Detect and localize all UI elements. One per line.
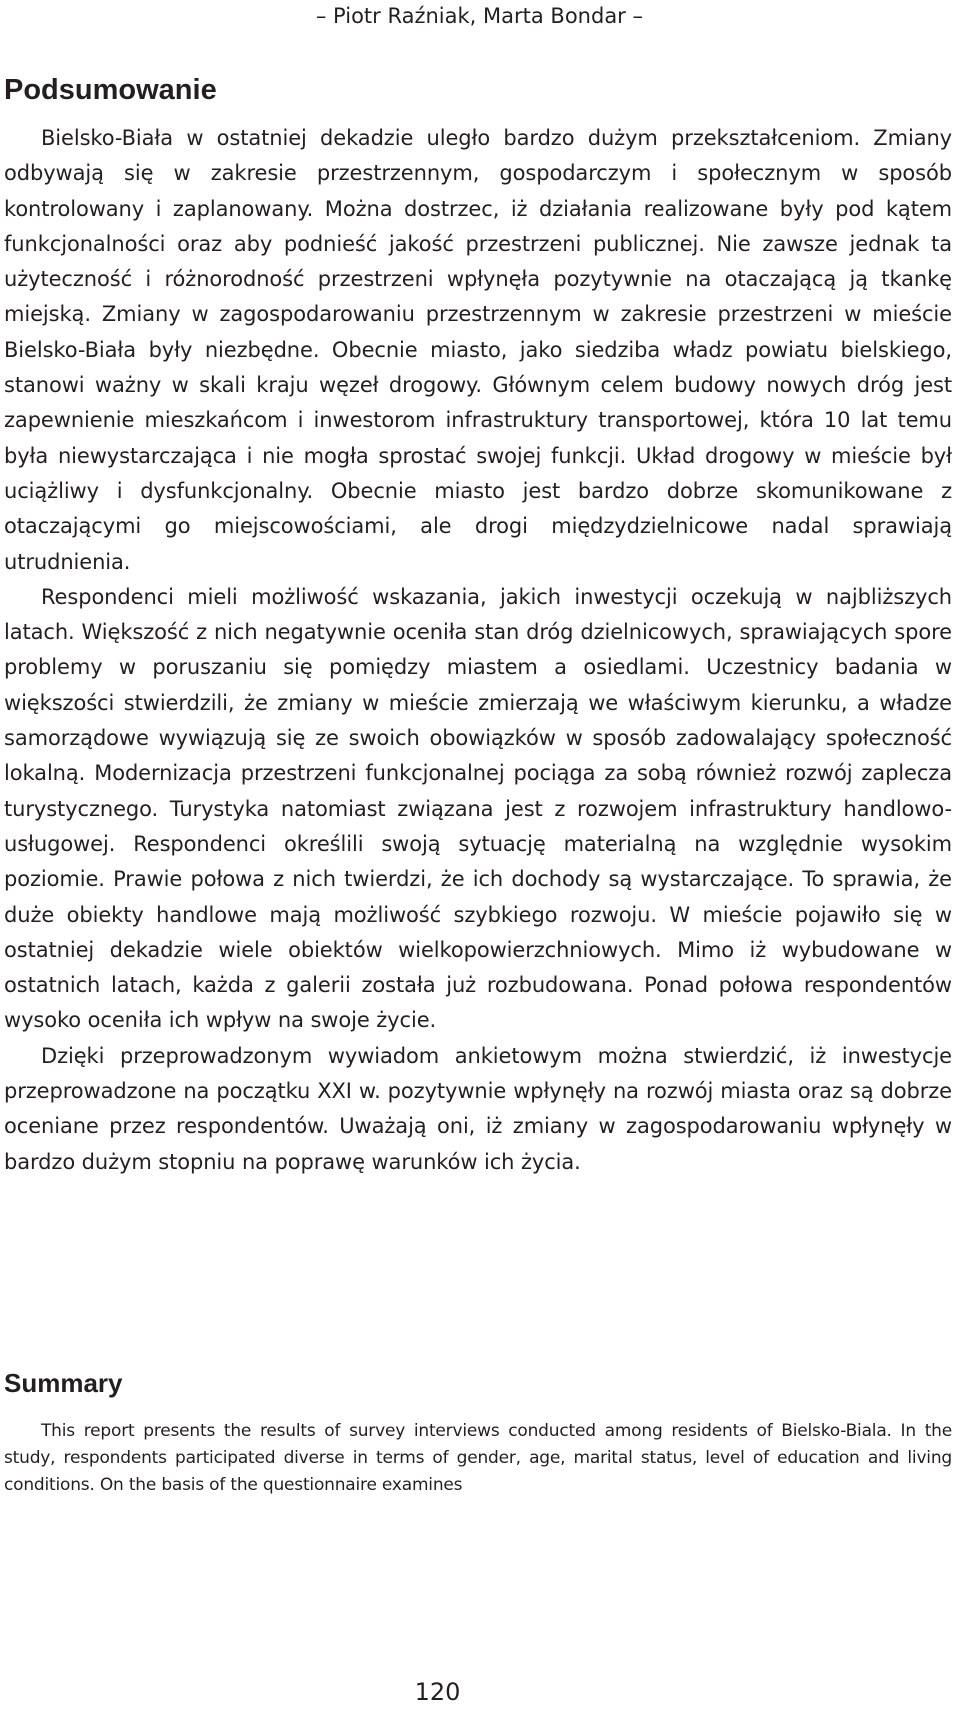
section-body-podsumowanie <box>4 121 952 1180</box>
paragraph: Respondenci mieli możliwość wskazania, jakich inwestycji oczekują w najbliższych latach. Większość z nich negatywnie oceniła stan dróg dzielnicowych, sprawiających spore problemy w poruszaniu się pomiędzy miastem a osiedlami. Uczestnicy badania w większości stwierdzili, że zmiany w mieście zmierzają we właściwym kierunku, a władze samorządowe wywiązują się ze swoich obowiązków w sposób zadowalający społeczność lokalną. Modernizacja przestrzeni funkcjonalnej pociąga za sobą również rozwój zaplecza turystycznego. Turystyka natomiast związana jest z rozwojem infrastruktury handlowo-usługowej. Respondenci określili swoją sytuację materialną na względnie wysokim poziomie. Prawie połowa z nich twierdzi, że ich dochody są wystarczające. To sprawia, że duże obiekty handlowe mają możliwość szybkiego rozwoju. W mieście pojawiło się w ostatniej dekadzie wiele obiektów wielkopowierzchniowych. Mimo iż wybudowane w ostatnich latach, każda z galerii została już rozbudowana. Ponad połowa respondentów wysoko oceniła ich wpływ na swoje życie. <box>4 584 952 1033</box>
section-heading-podsumowanie: Podsumowanie <box>4 74 217 106</box>
paragraph: This report presents the results of survey interviews conducted among residents of Bielsko-Biala. In the study, respondents participated diverse in terms of gender, age, marital status, level of education and living conditions. On the basis of the questionnaire examines <box>4 1421 952 1495</box>
page-number: 120 <box>414 1678 461 1706</box>
section-body-summary <box>4 1418 952 1499</box>
paragraph: Bielsko-Biała w ostatniej dekadzie uległo bardzo dużym przekształceniom. Zmiany odbywają się w zakresie przestrzennym, gospodarczym i społecznym w sposób kontrolowany i zaplanowany. Można dostrzec, iż działania realizowane były pod kątem funkcjonalności oraz aby podnieść jakość przestrzeni publicznej. Nie zawsze jednak ta użyteczność i różnorodność przestrzeni wpłynęła pozytywnie na otaczającą ją tkankę miejską. Zmiany w zagospodarowaniu przestrzennym w zakresie przestrzeni w mieście Bielsko-Biała były niezbędne. Obecnie miasto, jako siedziba władz powiatu bielskiego, stanowi ważny w skali kraju węzeł drogowy. Głównym celem budowy nowych dróg jest zapewnienie mieszkańcom i inwestorom infrastruktury transportowej, która 10 lat temu była niewystarczająca i nie mogła sprostać swojej funkcji. Układ drogowy w mieście był uciążliwy i dysfunkcjonalny. Obecnie miasto jest bardzo dobrze skomunikowane z otaczającymi go miejscowościami, ale drogi międzydzielnicowe nadal sprawiają utrudnienia. <box>4 126 952 574</box>
running-header-authors: – Piotr Raźniak, Marta Bondar – <box>315 4 643 28</box>
paragraph: Dzięki przeprowadzonym wywiadom ankietowym można stwierdzić, iż inwestycje przeprowadzone na początku XXI w. pozytywnie wpłynęły na rozwój miasta oraz są dobrze oceniane przez respondentów. Uważają oni, iż zmiany w zagospodarowaniu wpłynęły w bardzo dużym stopniu na poprawę warunków ich życia. <box>4 1043 952 1174</box>
section-heading-summary: Summary <box>4 1368 123 1398</box>
